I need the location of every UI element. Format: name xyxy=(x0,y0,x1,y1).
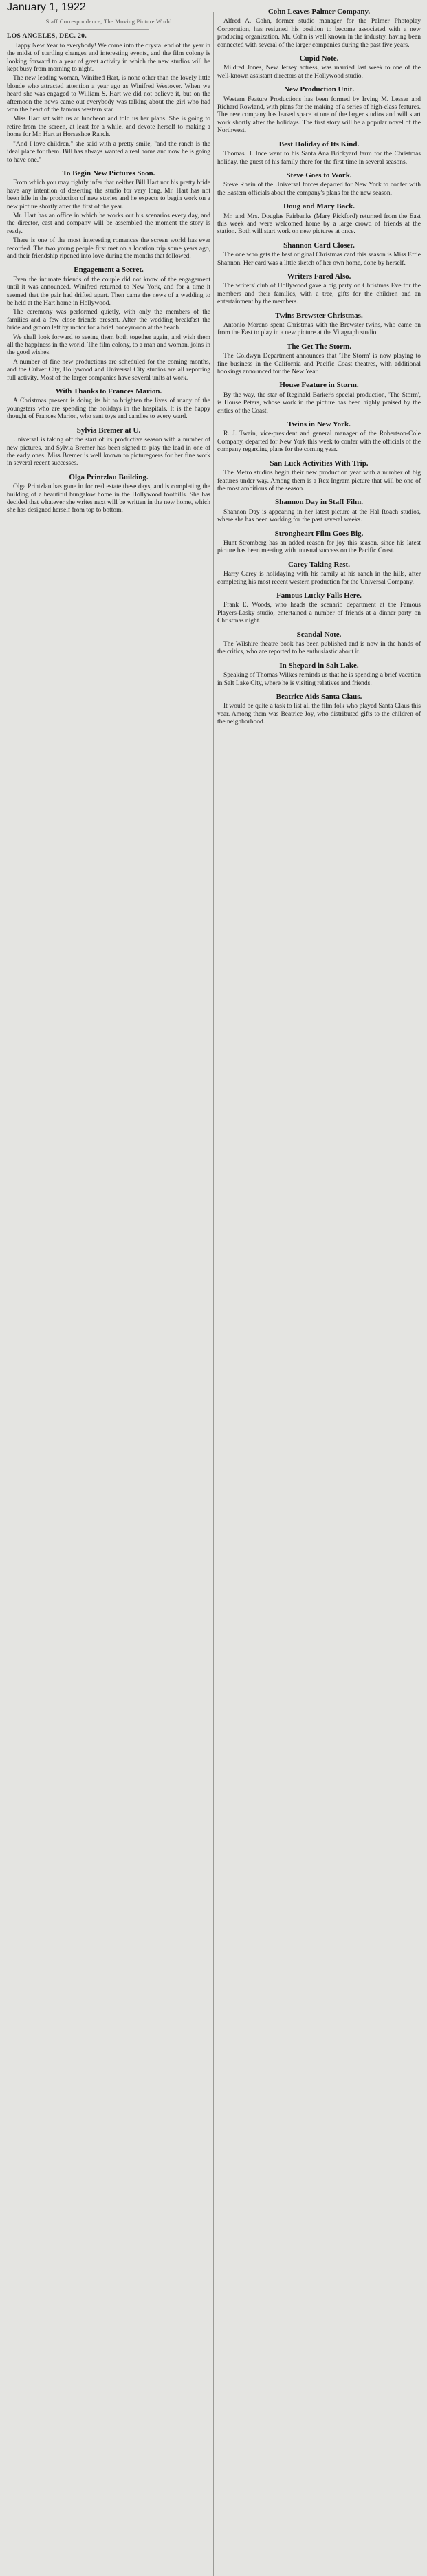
right-column xyxy=(217,0,421,2576)
article-paragraph: The Wilshire theatre book has been published and is now in the hands of the critics, who are reported to be enthusiastic about it. xyxy=(217,641,421,656)
article xyxy=(217,86,421,135)
article-paragraph: Even the intimate friends of the couple did not know of the engagement until it was announced. Winifred returned to New York, and for a time it seemed that the pair had drifted apart. Then came the news of a wedding to be held at the Hart home in Hollywood. xyxy=(7,276,210,307)
article-paragraph: Speaking of Thomas Wilkes reminds us that he is spending a brief vacation in Salt Lake City, where he is visiting relatives and friends. xyxy=(217,672,421,687)
article-paragraph: We shall look forward to seeing them both together again, and wish them all the happiness in the world. The film colony, to a man and woman, joins in the good wishes. xyxy=(7,334,210,357)
article-paragraph: There is one of the most interesting romances the screen world has ever recorded. The two young people first met on a location trip some years ago, and their friendship ripened into love during the months that followed. xyxy=(7,237,210,260)
article xyxy=(217,499,421,524)
article-paragraph: The ceremony was performed quietly, with only the members of the families and a few close friends present. After the wedding breakfast the bride and groom left by motor for a brief honeymoon at the beach. xyxy=(7,309,210,332)
article xyxy=(7,474,210,515)
article-headline: Steve Goes to Work. xyxy=(286,171,352,179)
article xyxy=(217,8,421,50)
lead-story xyxy=(7,43,210,164)
article-paragraph: Universal is taking off the start of its productive season with a number of new pictures, and Sylvia Bremer has been signed to play the lead in one of the early ones. Miss Bremer is well known to picturegoers for her fine work in several recent successes. xyxy=(7,437,210,468)
article xyxy=(217,693,421,727)
article-headline: Carey Taking Rest. xyxy=(288,560,350,569)
article-paragraph: Mildred Jones, New Jersey actress, was married last week to one of the well-known assistant directors at the Hollywood studio. xyxy=(217,65,421,80)
article-paragraph: Antonio Moreno spent Christmas with the Brewster twins, who came on from the East to play in a new picture at the Vitagraph studio. xyxy=(217,322,421,337)
left-column xyxy=(7,0,210,2576)
article xyxy=(217,203,421,237)
article-paragraph: A number of fine new productions are scheduled for the coming months, and the Culver City, Hollywood and Universal City studios are all reporting full activity. Most of the larger companies have several units at work. xyxy=(7,358,210,382)
kicker-separator xyxy=(68,29,149,30)
article-paragraph: Shannon Day is appearing in her latest picture at the Hal Roach studios, where she has been working for the past several weeks. xyxy=(217,508,421,524)
article-headline: House Feature in Storm. xyxy=(279,381,359,390)
article-paragraph: Alfred A. Cohn, former studio manager for the Palmer Photoplay Corporation, has resigned his position to become associated with a new producing organization. Mr. Cohn is well known in the industry, having been connected with several of the larger companies during the past five years. xyxy=(217,18,421,49)
article xyxy=(7,388,210,422)
article xyxy=(217,530,421,556)
article xyxy=(217,421,421,455)
article-paragraph: The Goldwyn Department announces that 'The Storm' is now playing to fine business in the California and Pacific Coast theatres, with additional bookings announced for the New Year. xyxy=(217,353,421,376)
article-paragraph: Harry Carey is holidaying with his family at his ranch in the hills, after completing his most recent western production for the Universal Company. xyxy=(217,571,421,586)
article-paragraph: Thomas H. Ince went to his Santa Ana Brickyard farm for the Christmas holiday, the guest of his family there for the first time in several seasons. xyxy=(217,151,421,166)
page-date: January 1, 1922 xyxy=(7,1,86,13)
right-articles xyxy=(217,8,421,727)
article-paragraph: Hunt Stromberg has an added reason for joy this season, since his latest picture has been meeting with unusual success on the Pacific Coast. xyxy=(217,539,421,555)
article-headline: Cohn Leaves Palmer Company. xyxy=(267,8,371,16)
left-articles xyxy=(7,170,210,515)
article xyxy=(7,170,210,261)
article-paragraph: Olga Printzlau has gone in for real estate these days, and is completing the building of a beautiful bungalow home in the Hollywood foothills. She has decided that whatever she writes next will be written in the new home, which she has designed herself from top to bottom. xyxy=(7,483,210,514)
article xyxy=(217,172,421,197)
article-paragraph: Mr. and Mrs. Douglas Fairbanks (Mary Pickford) returned from the East this week and were welcomed home by a large crowd of friends at the station. Both will start work on new pictures at once. xyxy=(217,212,421,236)
column-divider xyxy=(213,12,214,2576)
article-headline: Writers Fared Also. xyxy=(287,272,351,281)
article xyxy=(217,312,421,338)
lead-dateline xyxy=(7,33,210,41)
article-headline: Twins in New York. xyxy=(287,420,351,429)
article-paragraph: R. J. Twain, vice-president and general manager of the Robertson-Cole Company, departed for New York this week to confer with the officials of the company regarding plans for the coming year. xyxy=(217,430,421,454)
article-headline: The Get The Storm. xyxy=(287,342,351,351)
article xyxy=(217,141,421,166)
article xyxy=(217,662,421,688)
article-headline: In Shepard in Salt Lake. xyxy=(279,661,359,670)
article xyxy=(217,382,421,415)
article-paragraph: The one who gets the best original Christmas card this season is Miss Effie Shannon. Her card was a little sketch of her own home, done by herself. xyxy=(217,252,421,267)
article xyxy=(217,273,421,307)
article-headline: Sylvia Bremer at U. xyxy=(76,426,141,435)
article-headline: Best Holiday of Its Kind. xyxy=(278,140,360,149)
article-paragraph: Western Feature Productions has been formed by Irving M. Lesser and Richard Rowland, with plans for the making of a series of high-class features. The new company has leased space at one of the larger studios and will start work shortly after the holidays. The first story will be a popular novel of the Northwest. xyxy=(217,96,421,135)
article-headline: Famous Lucky Falls Here. xyxy=(276,591,362,600)
article xyxy=(217,55,421,80)
article-headline: Olga Printzlau Building. xyxy=(69,472,149,481)
column-kicker: Staff Correspondence, The Moving Picture World xyxy=(45,18,172,25)
article xyxy=(217,460,421,494)
article-headline: Shannon Day in Staff Film. xyxy=(274,498,364,507)
lead-dateline-text: LOS ANGELES, DEC. 20. xyxy=(7,33,87,41)
article-headline: San Luck Activities With Trip. xyxy=(270,459,369,468)
article xyxy=(217,631,421,657)
article xyxy=(7,427,210,468)
article-paragraph: From which you may rightly infer that neither Bill Hart nor his pretty bride have any intention of deserting the studio for very long. Mr. Hart has not been idle in the production of new stories and he expects to begin work on a new picture shortly after the first of the year. xyxy=(7,179,210,210)
article-paragraph: Steve Rhein of the Universal forces departed for New York to confer with the Eastern officials about the company's plans for the new season. xyxy=(217,182,421,197)
article-paragraph: Frank E. Woods, who heads the scenario department at the Famous Players-Lasky studio, entertained a number of friends at a dinner party on Christmas night. xyxy=(217,602,421,625)
article-headline: Twins Brewster Christmas. xyxy=(275,311,363,320)
article-headline: Engagement a Secret. xyxy=(74,265,144,274)
article-headline: Shannon Card Closer. xyxy=(283,241,355,250)
article-paragraph: A Christmas present is doing its bit to brighten the lives of many of the youngsters who are spending the holidays in the hospitals. It is the happy thought of Frances Marion, who sent toys and candies to every ward. xyxy=(7,397,210,421)
article-headline: Beatrice Aids Santa Claus. xyxy=(276,692,362,701)
article-headline: With Thanks to Frances Marion. xyxy=(55,387,162,396)
article-paragraph: Happy New Year to everybody! We come into the crystal end of the year in the midst of startling changes and interesting events, and the film colony is looking forward to a year of great activity in which the new studios will be kept busy from morning to night. xyxy=(7,42,210,74)
article-paragraph: "And I love children," she said with a pretty smile, "and the ranch is the ideal place for them. Bill has always wanted a real home and now he is going to have one." xyxy=(7,140,210,164)
article xyxy=(217,561,421,587)
article-headline: Doug and Mary Back. xyxy=(283,202,355,211)
article xyxy=(217,343,421,377)
article-paragraph: It would be quite a task to list all the film folk who played Santa Claus this year. Among them was Beatrice Joy, who distributed gifts to the children of the neighborhood. xyxy=(217,703,421,726)
article-paragraph: By the way, the star of Reginald Barker's special production, 'The Storm', is House Peters, whose work in the picture has been highly praised by the critics of the Coast. xyxy=(217,391,421,415)
article-headline: Cupid Note. xyxy=(299,54,339,63)
article-paragraph: The new leading woman, Winifred Hart, is none other than the lovely little blonde who attracted attention a year ago as Winifred Westover. When we heard she was engaged to William S. Hart we did not believe it, but on the afternoon the news came out everybody was talking about the girl who had won the heart of the famous western star. xyxy=(7,75,210,114)
article xyxy=(217,242,421,268)
article-headline: Strongheart Film Goes Big. xyxy=(274,529,364,538)
article-paragraph: Mr. Hart has an office in which he works out his scenarios every day, and the director, cast and company will be assembled the moment the story is ready. xyxy=(7,212,210,235)
article-paragraph: The writers' club of Hollywood gave a big party on Christmas Eve for the members and their families, with a tree, gifts for the children and an entertainment by the members. xyxy=(217,283,421,306)
article-headline: To Begin New Pictures Soon. xyxy=(62,168,155,177)
article-paragraph: Miss Hart sat with us at luncheon and told us her plans. She is going to retire from the screen, at least for a while, and devote herself to making a home for Mr. Hart at Horseshoe Ranch. xyxy=(7,116,210,139)
article-headline: Scandal Note. xyxy=(296,630,342,639)
article-paragraph: The Metro studios begin their new production year with a number of big features under way. Among them is a Rex Ingram picture that will be one of the most ambitious of the season. xyxy=(217,470,421,492)
article xyxy=(7,266,210,382)
article xyxy=(217,592,421,626)
article-headline: New Production Unit. xyxy=(283,85,355,94)
